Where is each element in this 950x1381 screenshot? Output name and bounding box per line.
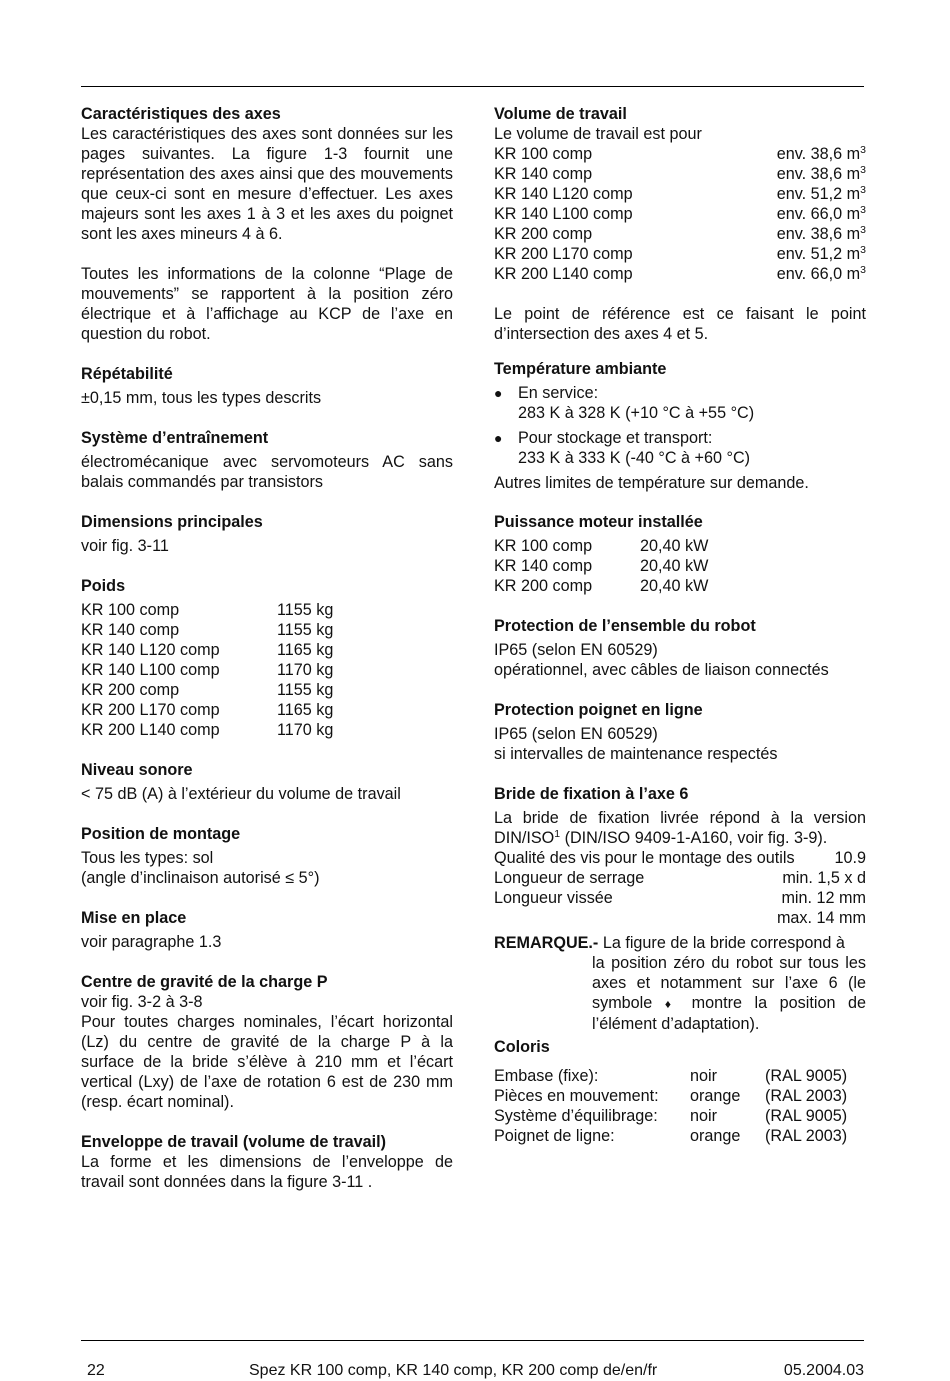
section-reference-point <box>494 304 866 344</box>
model-label: KR 140 comp <box>494 557 593 575</box>
section-mounting <box>81 824 453 888</box>
top-rule <box>81 86 864 87</box>
section-dimensions <box>81 512 453 556</box>
model-label: KR 100 comp <box>494 145 593 163</box>
paragraph-line: opérationnel, avec câbles de liaison connectés <box>494 661 829 679</box>
section-heading: Niveau sonore <box>81 761 193 779</box>
volume-value: env. 38,6 $m^3$ <box>776 164 866 183</box>
table-row <box>494 1106 866 1126</box>
section-heading: Centre de gravité de la charge P <box>81 973 328 991</box>
table-row <box>494 264 866 284</box>
remark-continuation: la position zéro du robot sur tous les axes et notamment sur l’axe 6 (le symbole ♦ montre la position de l’élément d’adaptation). <box>592 954 867 1033</box>
color-value: noir <box>690 1107 717 1125</box>
section-flange <box>494 784 866 1034</box>
bullet-label: Pour stockage et transport: <box>518 429 713 447</box>
page-number: 22 <box>87 1362 105 1379</box>
bullet-item <box>494 428 866 468</box>
section-axes <box>81 104 453 244</box>
weight-table <box>81 600 453 740</box>
page-footer <box>81 1361 864 1381</box>
paragraph-line: Tous les types: sol <box>81 849 214 867</box>
volume-table <box>494 144 866 284</box>
section-heading: Mise en place <box>81 909 187 927</box>
section-heading: Bride de fixation à l’axe 6 <box>494 785 689 803</box>
power-value: 20,40 kW <box>640 557 709 575</box>
spec-value: max. 14 mm <box>776 909 866 927</box>
volume-value: env. 51,2 $m^3$ <box>776 244 866 263</box>
model-label: KR 100 comp <box>494 537 593 555</box>
section-colors <box>494 1037 866 1146</box>
section-drive <box>81 428 453 492</box>
paragraph: Toutes les informations de la colonne “Plage de mouvements” se rapportent à la position zéro électrique et à l’affichage au KCP de l’axe en question du robot. <box>81 265 453 343</box>
table-row <box>494 144 866 164</box>
table-row <box>494 224 866 244</box>
model-label: KR 200 comp <box>81 681 180 699</box>
spec-label: Longueur vissée <box>494 889 613 907</box>
section-robot-protection <box>494 616 866 680</box>
ral-code: (RAL 9005) <box>765 1067 848 1085</box>
bullet-item <box>494 383 866 423</box>
model-label: KR 140 comp <box>494 165 593 183</box>
bullet-label: En service: <box>518 384 599 402</box>
bottom-rule <box>81 1340 864 1341</box>
table-row <box>81 620 453 640</box>
document-date: 05.2004.03 <box>783 1362 864 1379</box>
model-label: KR 200 comp <box>494 577 593 595</box>
section-envelope <box>81 1132 453 1192</box>
paragraph: Autres limites de température sur demande. <box>494 474 809 492</box>
table-row <box>494 164 866 184</box>
color-value: noir <box>690 1067 717 1085</box>
weight-value: 1165 kg <box>277 641 334 659</box>
model-label: KR 100 comp <box>81 601 180 619</box>
model-label: KR 200 L170 comp <box>494 245 633 263</box>
remark-label: REMARQUE.- <box>494 934 599 952</box>
model-label: KR 200 L140 comp <box>81 721 220 739</box>
section-axes-note <box>81 264 453 344</box>
table-row <box>81 680 453 700</box>
model-label: KR 140 L120 comp <box>81 641 220 659</box>
table-row <box>81 720 453 740</box>
paragraph: Les caractéristiques des axes sont données sur les pages suivantes. La figure 1-3 fournit une représentation des axes ainsi que des mouvements que ceux-ci sont en mesure d’effectuer. Les axes majeurs sont les axes 1 à 3 et les axes du poignet sont les axes mineurs 4 à 6. <box>81 125 453 243</box>
section-repeatability <box>81 364 453 408</box>
paragraph-line: (angle d’inclinaison autorisé ≤ 5°) <box>81 869 320 887</box>
section-installation <box>81 908 453 952</box>
weight-value: 1170 kg <box>277 721 334 739</box>
left-column <box>81 104 453 1212</box>
paragraph-line: si intervalles de maintenance respectés <box>494 745 778 763</box>
remark-text: La figure de la bride correspond à <box>602 934 845 952</box>
table-row <box>494 184 866 204</box>
paragraph: < 75 dB (A) à l’extérieur du volume de travail <box>81 785 401 803</box>
paragraph-line: IP65 (selon EN 60529) <box>494 641 658 659</box>
spec-row <box>494 888 866 908</box>
section-weight <box>81 576 453 740</box>
spec-value: min. 1,5 x d <box>782 869 866 887</box>
paragraph-line: Le volume de travail est pour <box>494 125 702 143</box>
model-label: KR 200 L140 comp <box>494 265 633 283</box>
paragraph: électromécanique avec servomoteurs AC sans balais commandés par transistors <box>81 453 453 491</box>
colors-table <box>494 1066 866 1146</box>
table-row <box>81 600 453 620</box>
paragraph: voir paragraphe 1.3 <box>81 933 222 951</box>
table-row <box>81 640 453 660</box>
volume-value: env. 38,6 $m^3$ <box>776 144 866 163</box>
section-temperature <box>494 359 866 493</box>
bullet-icon: ● <box>494 385 503 401</box>
model-label: KR 140 comp <box>81 621 180 639</box>
color-value: orange <box>690 1127 741 1145</box>
paragraph: Pour toutes charges nominales, l’écart horizontal (Lz) du centre de gravité de la charge P à la surface de la bride s’élève à 210 mm et l’écart vertical (Lxy) de l’axe de rotation 6 est de 230 mm (resp. écart nominal). <box>81 1013 453 1111</box>
weight-value: 1170 kg <box>277 661 334 679</box>
color-value: orange <box>690 1087 741 1105</box>
table-row <box>81 700 453 720</box>
section-heading: Protection de l’ensemble du robot <box>494 617 756 635</box>
paragraph: La bride de fixation livrée répond à la version DIN/ISO$^1$ (DIN/ISO 9409-1-A160, voir fig. 3-9). <box>494 809 866 847</box>
section-heading: Température ambiante <box>494 360 667 378</box>
paragraph: Le point de référence est ce faisant le point d’intersection des axes 4 et 5. <box>494 305 866 343</box>
section-heading: Répétabilité <box>81 365 173 383</box>
table-row <box>494 204 866 224</box>
model-label: KR 140 L120 comp <box>494 185 633 203</box>
spec-value: 10.9 <box>834 849 866 867</box>
power-value: 20,40 kW <box>640 537 709 555</box>
table-row <box>494 576 866 596</box>
paragraph: ±0,15 mm, tous les types descrits <box>81 389 322 407</box>
section-heading: Enveloppe de travail (volume de travail) <box>81 1133 386 1151</box>
spec-label: Longueur de serrage <box>494 869 645 887</box>
model-label: KR 200 comp <box>494 225 593 243</box>
table-row <box>494 1066 866 1086</box>
weight-value: 1155 kg <box>277 621 334 639</box>
weight-value: 1165 kg <box>277 701 334 719</box>
section-work-volume <box>494 104 866 284</box>
spec-row <box>494 848 866 868</box>
section-heading: Volume de travail <box>494 105 627 123</box>
table-row <box>494 556 866 576</box>
part-label: Embase (fixe): <box>494 1067 599 1085</box>
ral-code: (RAL 2003) <box>765 1087 848 1105</box>
document-title: Spez KR 100 comp, KR 140 comp, KR 200 comp de/en/fr <box>249 1362 658 1379</box>
section-heading: Puissance moteur installée <box>494 513 703 531</box>
table-row <box>494 536 866 556</box>
power-value: 20,40 kW <box>640 577 709 595</box>
section-wrist-protection <box>494 700 866 764</box>
part-label: Système d’équilibrage: <box>494 1107 658 1125</box>
right-column <box>494 104 866 1146</box>
section-heading: Protection poignet en ligne <box>494 701 703 719</box>
model-label: KR 140 L100 comp <box>81 661 220 679</box>
bullet-value: 283 K à 328 K (+10 °C à +55 °C) <box>518 404 755 422</box>
bullet-value: 233 K à 333 K (-40 °C à +60 °C) <box>518 449 751 467</box>
section-noise <box>81 760 453 804</box>
weight-value: 1155 kg <box>277 601 334 619</box>
diamond-symbol-icon: ♦ <box>664 997 680 1011</box>
paragraph: voir fig. 3-11 <box>81 537 169 555</box>
bullet-icon: ● <box>494 430 503 446</box>
spec-row <box>494 868 866 888</box>
volume-value: env. 66,0 $m^3$ <box>776 204 866 223</box>
section-heading: Système d’entraînement <box>81 429 269 447</box>
model-label: KR 140 L100 comp <box>494 205 633 223</box>
volume-value: env. 38,6 $m^3$ <box>776 224 866 243</box>
table-row <box>494 1086 866 1106</box>
model-label: KR 200 L170 comp <box>81 701 220 719</box>
part-label: Pièces en mouvement: <box>494 1087 659 1105</box>
ral-code: (RAL 2003) <box>765 1127 848 1145</box>
section-heading: Poids <box>81 577 126 595</box>
table-row <box>494 244 866 264</box>
spec-row <box>494 908 866 928</box>
paragraph-line: IP65 (selon EN 60529) <box>494 725 658 743</box>
ral-code: (RAL 9005) <box>765 1107 848 1125</box>
section-heading: Position de montage <box>81 825 241 843</box>
section-motor-power <box>494 512 866 596</box>
section-heading: Caractéristiques des axes <box>81 105 281 123</box>
paragraph: La forme et les dimensions de l’enveloppe de travail sont données dans la figure 3-11 . <box>81 1153 453 1191</box>
spec-label: Qualité des vis pour le montage des outils <box>494 849 795 867</box>
volume-value: env. 66,0 $m^3$ <box>776 264 866 283</box>
section-heading: Coloris <box>494 1038 550 1056</box>
spec-value: min. 12 mm <box>781 889 866 907</box>
part-label: Poignet de ligne: <box>494 1127 615 1145</box>
section-center-of-gravity <box>81 972 453 1112</box>
table-row <box>81 660 453 680</box>
paragraph-line: voir fig. 3-2 à 3-8 <box>81 993 203 1011</box>
section-heading: Dimensions principales <box>81 513 263 531</box>
volume-value: env. 51,2 $m^3$ <box>776 184 866 203</box>
weight-value: 1155 kg <box>277 681 334 699</box>
remark <box>494 933 866 1034</box>
table-row <box>494 1126 866 1146</box>
